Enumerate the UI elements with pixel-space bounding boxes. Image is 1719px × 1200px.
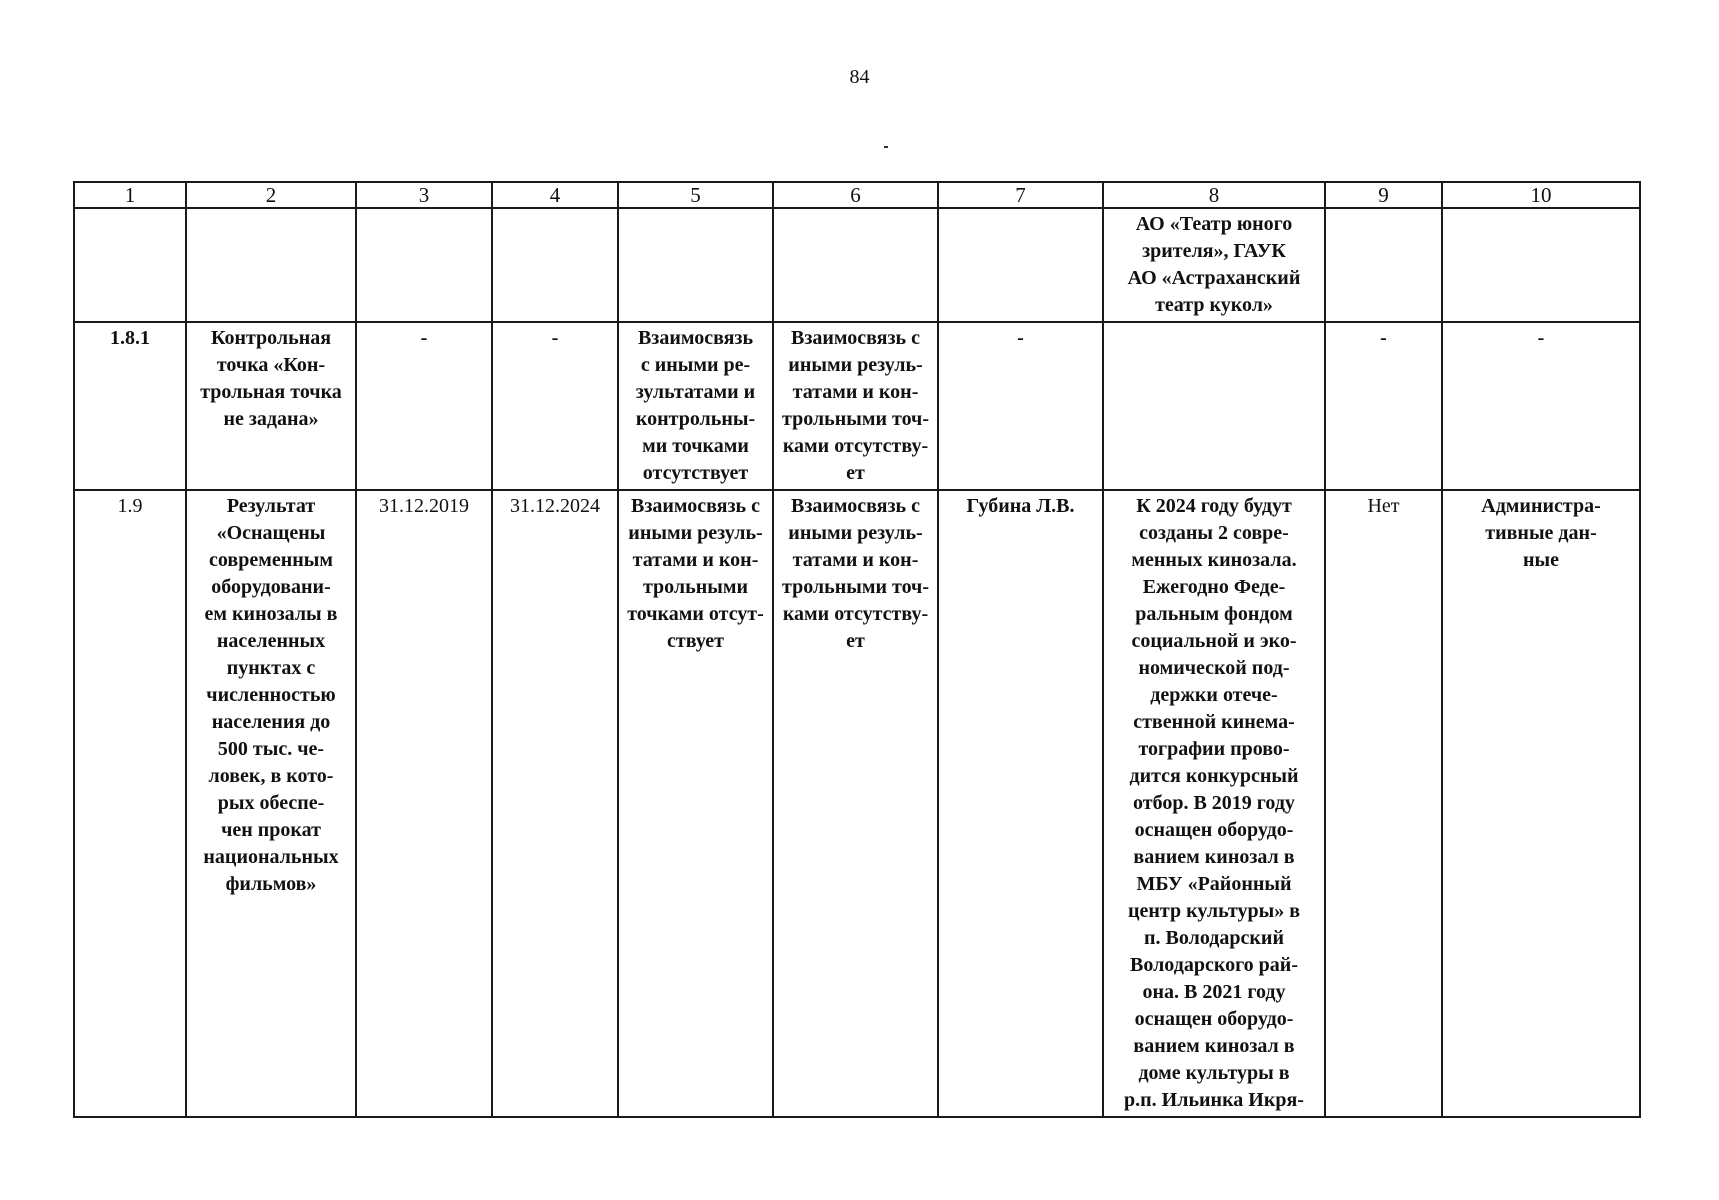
table-row-1-9 — [74, 490, 1640, 1117]
column-number-8: 8 — [1103, 182, 1325, 208]
cell-end-date — [492, 208, 618, 322]
cell-start-date: 31.12.2019 — [356, 490, 492, 1117]
cell-start-date: - — [356, 322, 492, 490]
cell-flag: Нет — [1325, 490, 1442, 1117]
cell-name — [186, 208, 356, 322]
cell-description: АО «Театр юного зрителя», ГАУК АО «Астраханский театр кукол» — [1103, 208, 1325, 322]
cell-source: - — [1442, 322, 1640, 490]
cell-responsible: - — [938, 322, 1103, 490]
cell-description: К 2024 году будут созданы 2 совре- менных кинозала. Ежегодно Феде- ральным фондом социальной и эко- номической под- держки отече- ственной кинема- тографии прово- дится конкурсный отбор. В 2019 году оснащен оборудо- ванием кинозал в МБУ «Районный центр культуры» в п. Володарский Володарского рай- она. В 2021 году оснащен оборудо- ванием кинозал в доме культуры в р.п. Ильинка Икря- — [1103, 490, 1325, 1117]
cell-responsible: Губина Л.В. — [938, 490, 1103, 1117]
cell-relation-2: Взаимосвязь с иными резуль- татами и кон- трольными точ- ками отсутству- ет — [773, 322, 938, 490]
cell-relation-1: Взаимосвязь с иными ре- зультатами и контрольны- ми точками отсутствует — [618, 322, 773, 490]
column-number-2: 2 — [186, 182, 356, 208]
cell-responsible — [938, 208, 1103, 322]
cell-flag: - — [1325, 322, 1442, 490]
cell-name: Результат «Оснащены современным оборудовани- ем кинозалы в населенных пунктах с численностью населения до 500 тыс. че- ловек, в кото- рых обеспе- чен прокат национальных фильмов» — [186, 490, 356, 1117]
table-row-continuation — [74, 208, 1640, 322]
cell-relation-1: Взаимосвязь с иными резуль- татами и кон- трольными точками отсут- ствует — [618, 490, 773, 1117]
table-header-row — [74, 182, 1640, 208]
cell-relation-1 — [618, 208, 773, 322]
cell-number — [74, 208, 186, 322]
column-number-10: 10 — [1442, 182, 1640, 208]
column-number-5: 5 — [618, 182, 773, 208]
cell-relation-2: Взаимосвязь с иными резуль- татами и кон- трольными точ- ками отсутству- ет — [773, 490, 938, 1117]
cell-name: Контрольная точка «Кон- трольная точка не задана» — [186, 322, 356, 490]
table-row-1-8-1 — [74, 322, 1640, 490]
cell-relation-2 — [773, 208, 938, 322]
cell-number: 1.8.1 — [74, 322, 186, 490]
page-number: 84 — [849, 66, 870, 88]
cell-description — [1103, 322, 1325, 490]
column-number-4: 4 — [492, 182, 618, 208]
cell-start-date — [356, 208, 492, 322]
cell-number: 1.9 — [74, 490, 186, 1117]
cell-end-date: - — [492, 322, 618, 490]
cell-source — [1442, 208, 1640, 322]
column-number-3: 3 — [356, 182, 492, 208]
document-table — [73, 181, 1641, 1118]
column-number-6: 6 — [773, 182, 938, 208]
cell-flag — [1325, 208, 1442, 322]
column-number-1: 1 — [74, 182, 186, 208]
cell-source: Администра- тивные дан- ные — [1442, 490, 1640, 1117]
column-number-7: 7 — [938, 182, 1103, 208]
cell-end-date: 31.12.2024 — [492, 490, 618, 1117]
column-number-9: 9 — [1325, 182, 1442, 208]
scan-mark — [884, 146, 888, 148]
